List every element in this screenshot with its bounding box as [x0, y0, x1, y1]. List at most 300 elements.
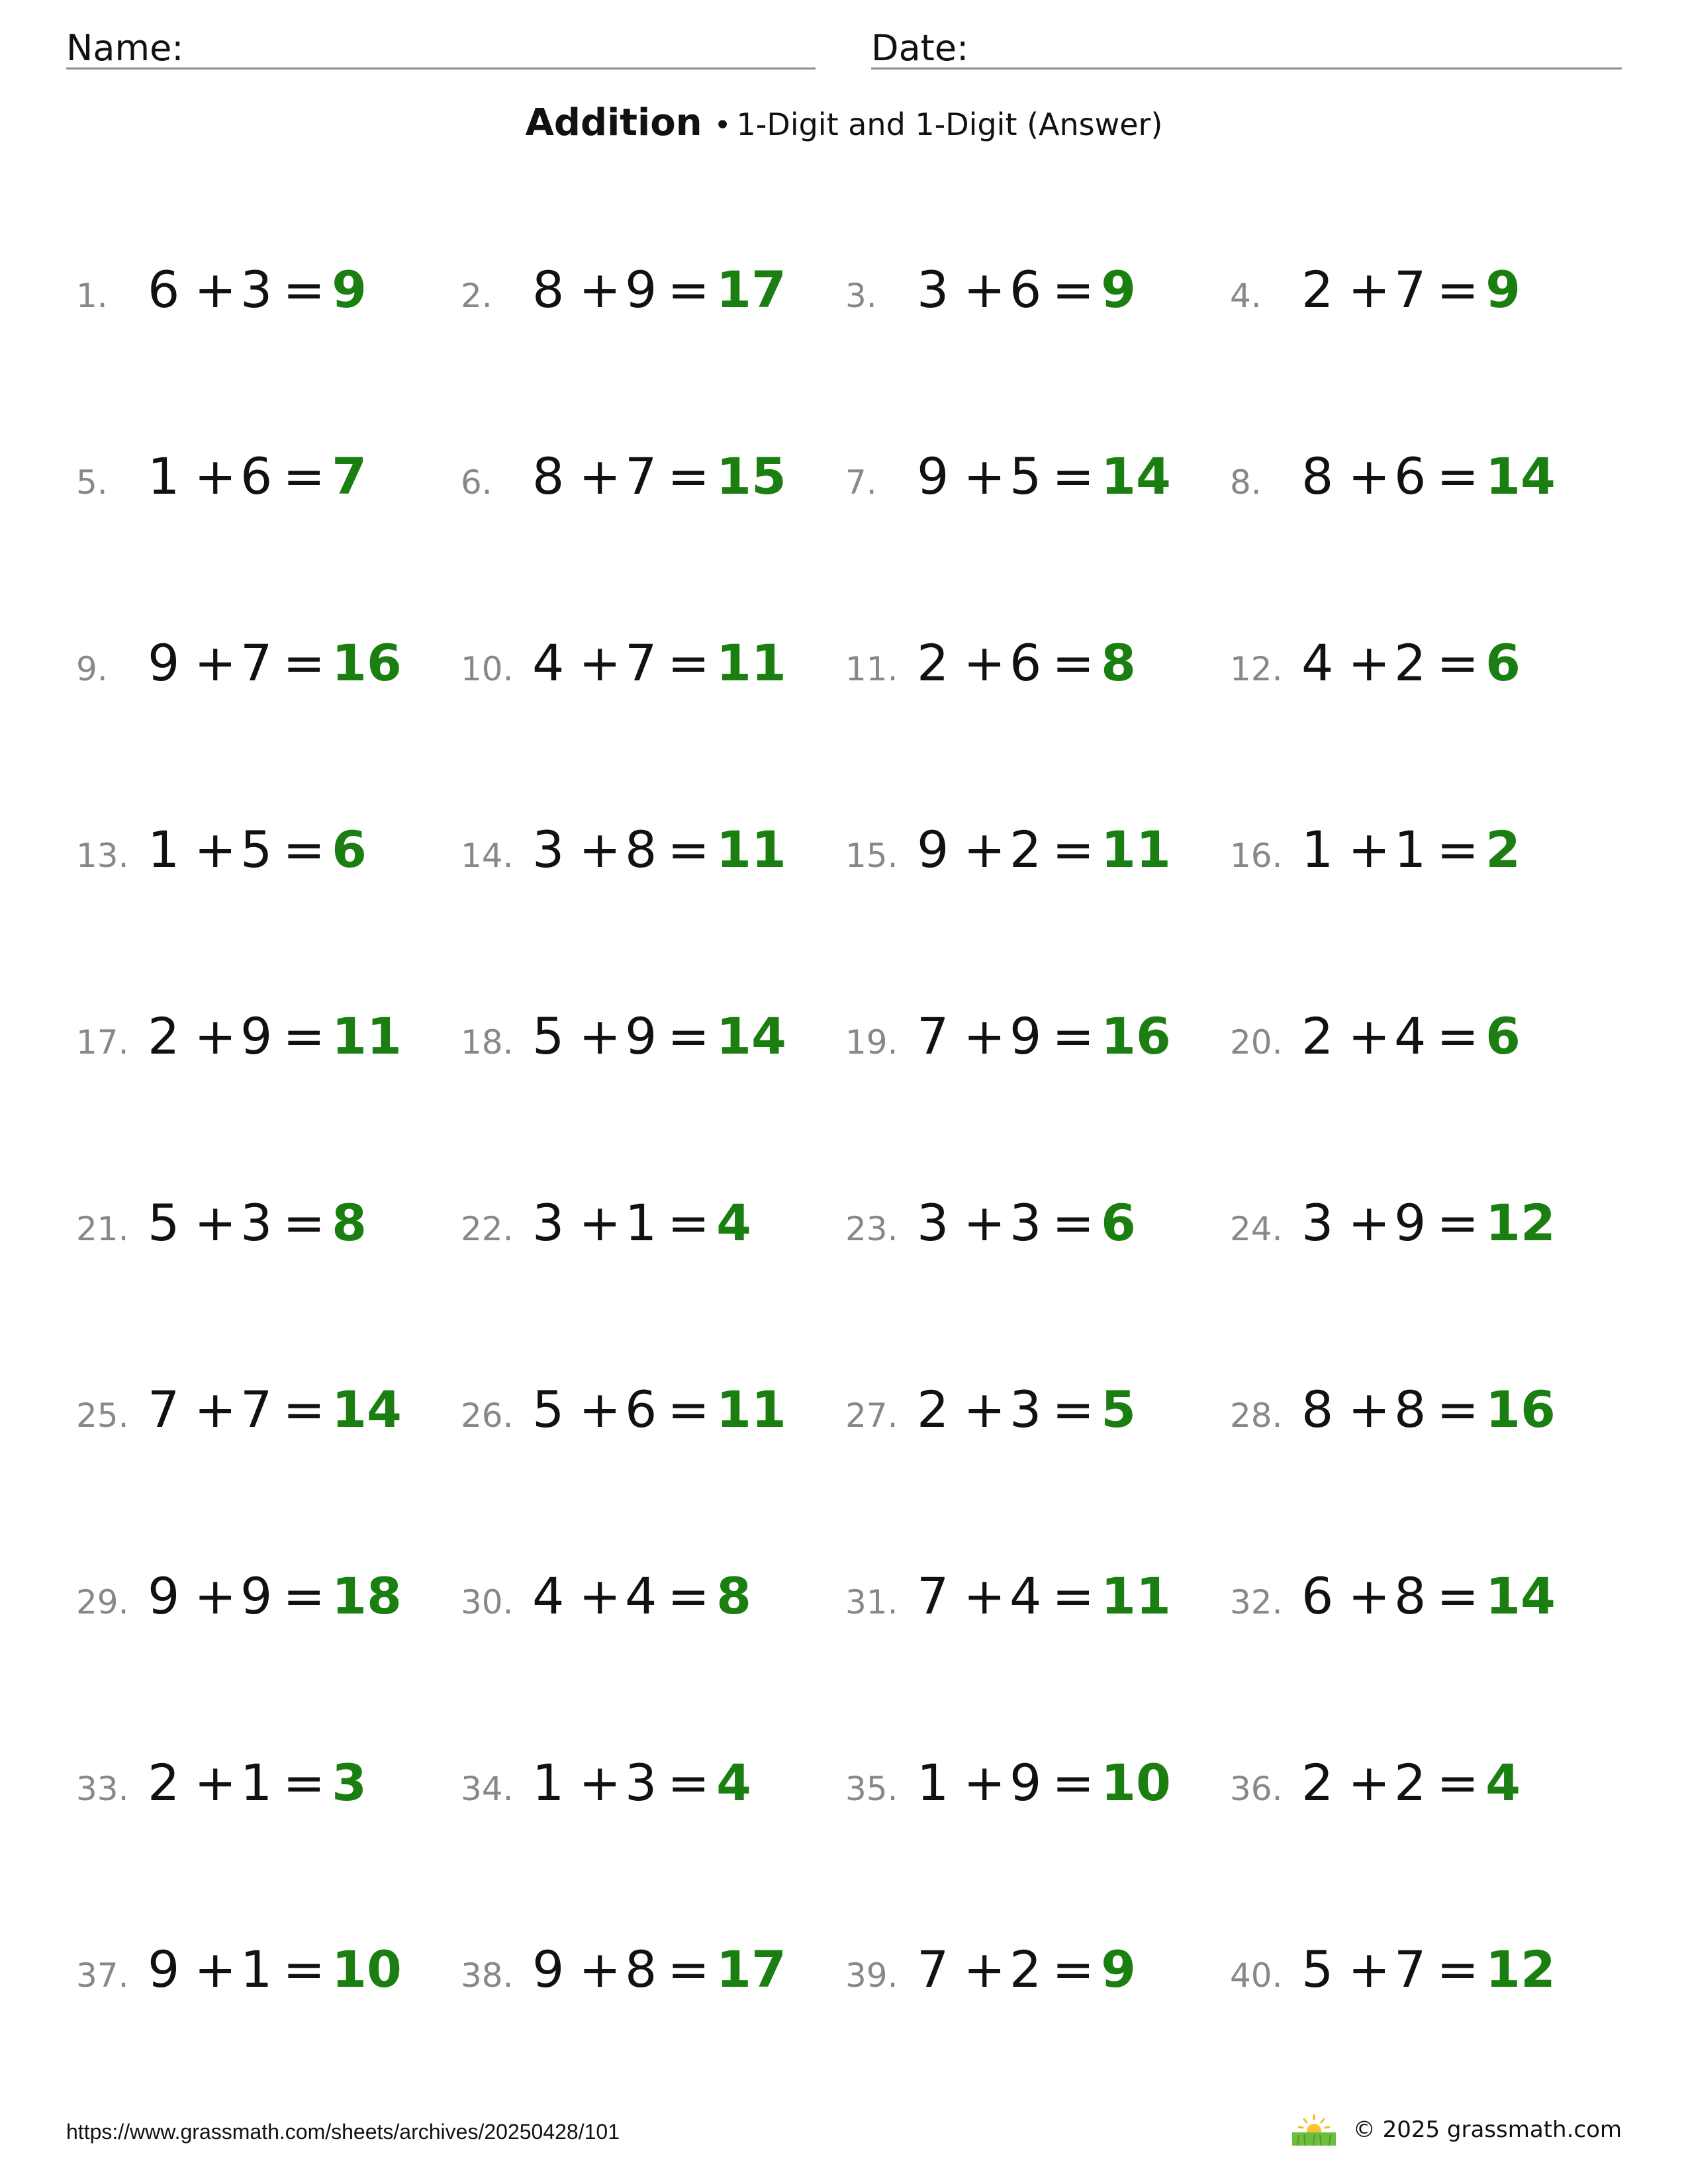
answer: 18: [332, 1567, 402, 1625]
equals-sign: =: [667, 1193, 710, 1252]
problem-equation: [148, 260, 367, 319]
equals-sign: =: [667, 1753, 710, 1812]
equals-sign: =: [1436, 820, 1479, 879]
operand-a: 1: [1301, 820, 1334, 879]
operand-a: 9: [148, 1567, 180, 1625]
problem-item: [845, 1567, 1216, 1637]
problem-equation: [917, 1193, 1136, 1252]
problem-number: 12.: [1230, 650, 1283, 688]
answer: 6: [332, 820, 367, 879]
problem-equation: [532, 820, 786, 879]
worksheet-title: [0, 101, 1688, 144]
equals-sign: =: [667, 447, 710, 506]
operand-b: 4: [1394, 1007, 1427, 1066]
operand-a: 2: [148, 1007, 180, 1066]
problem-item: [845, 1193, 1216, 1264]
operand-b: 9: [1009, 1753, 1042, 1812]
problem-number: 6.: [461, 463, 492, 502]
problem-item: [845, 1007, 1216, 1077]
plus-sign: +: [963, 1193, 1006, 1252]
problem-equation: [148, 1567, 402, 1625]
equals-sign: =: [1052, 633, 1095, 692]
operand-b: 9: [625, 1007, 657, 1066]
operand-a: 3: [917, 1193, 949, 1252]
problem-item: [76, 260, 447, 331]
operand-a: 5: [148, 1193, 180, 1252]
operand-a: 6: [148, 260, 180, 319]
problem-number: 39.: [845, 1956, 898, 1995]
answer: 4: [1485, 1753, 1521, 1812]
problem-item: [845, 260, 1216, 331]
problem-equation: [532, 1940, 786, 1999]
equals-sign: =: [1436, 1753, 1479, 1812]
equals-sign: =: [667, 260, 710, 319]
operand-a: 9: [148, 633, 180, 692]
operand-a: 5: [532, 1007, 565, 1066]
operand-b: 7: [625, 633, 657, 692]
problem-number: 16.: [1230, 837, 1283, 875]
operand-b: 6: [1009, 260, 1042, 319]
plus-sign: +: [1348, 447, 1391, 506]
problem-number: 11.: [845, 650, 898, 688]
operand-b: 7: [240, 1380, 273, 1439]
operand-b: 6: [1394, 447, 1427, 506]
problem-item: [1230, 633, 1601, 704]
operand-b: 8: [625, 820, 657, 879]
answer: 11: [332, 1007, 402, 1066]
problem-number: 23.: [845, 1210, 898, 1248]
problem-item: [461, 447, 831, 518]
answer: 11: [716, 820, 786, 879]
plus-sign: +: [1348, 1940, 1391, 1999]
operand-a: 7: [148, 1380, 180, 1439]
operand-a: 9: [148, 1940, 180, 1999]
answer: 5: [1101, 1380, 1136, 1439]
equals-sign: =: [283, 1940, 326, 1999]
equals-sign: =: [1436, 1193, 1479, 1252]
problem-equation: [917, 1380, 1136, 1439]
operand-b: 9: [625, 260, 657, 319]
equals-sign: =: [1436, 260, 1479, 319]
answer: 7: [332, 447, 367, 506]
problem-number: 14.: [461, 837, 514, 875]
operand-b: 2: [1394, 633, 1427, 692]
equals-sign: =: [667, 633, 710, 692]
equals-sign: =: [283, 633, 326, 692]
answer: 8: [1101, 633, 1136, 692]
problem-equation: [1301, 1940, 1556, 1999]
problem-item: [76, 633, 447, 704]
problem-number: 20.: [1230, 1023, 1283, 1062]
problem-equation: [1301, 260, 1521, 319]
answer: 8: [716, 1567, 751, 1625]
answer: 4: [716, 1193, 751, 1252]
problem-item: [1230, 1007, 1601, 1077]
plus-sign: +: [579, 820, 622, 879]
problem-number: 31.: [845, 1583, 898, 1621]
answer: 12: [1485, 1193, 1556, 1252]
operand-b: 9: [1009, 1007, 1042, 1066]
operand-a: 9: [532, 1940, 565, 1999]
problem-item: [1230, 820, 1601, 891]
operand-a: 2: [917, 1380, 949, 1439]
name-field[interactable]: [66, 25, 816, 69]
answer: 6: [1101, 1193, 1136, 1252]
problem-equation: [148, 447, 367, 506]
equals-sign: =: [283, 447, 326, 506]
equals-sign: =: [283, 260, 326, 319]
problem-equation: [532, 1380, 786, 1439]
problem-item: [76, 1380, 447, 1451]
problem-number: 35.: [845, 1770, 898, 1808]
answer: 11: [716, 1380, 786, 1439]
equals-sign: =: [1436, 1380, 1479, 1439]
answer: 16: [1485, 1380, 1556, 1439]
problem-number: 17.: [76, 1023, 129, 1062]
operand-b: 7: [625, 447, 657, 506]
problem-equation: [532, 1007, 786, 1066]
problem-item: [845, 1380, 1216, 1451]
problem-equation: [917, 1007, 1171, 1066]
problem-equation: [917, 1567, 1171, 1625]
operand-b: 1: [1394, 820, 1427, 879]
answer: 6: [1485, 1007, 1521, 1066]
answer: 6: [1485, 633, 1521, 692]
operand-a: 3: [532, 1193, 565, 1252]
plus-sign: +: [1348, 1193, 1391, 1252]
problem-item: [845, 1753, 1216, 1824]
answer: 17: [716, 1940, 786, 1999]
problem-equation: [1301, 1753, 1521, 1812]
problem-equation: [917, 633, 1136, 692]
problem-item: [1230, 1380, 1601, 1451]
problem-item: [1230, 1567, 1601, 1637]
operand-a: 2: [917, 633, 949, 692]
operand-a: 9: [917, 447, 949, 506]
problem-number: 26.: [461, 1396, 514, 1435]
footer-copyright: © 2025 grassmath.com: [1352, 2116, 1622, 2143]
operand-b: 2: [1394, 1753, 1427, 1812]
equals-sign: =: [1052, 1380, 1095, 1439]
footer-right: [1291, 2111, 1622, 2148]
problem-number: 24.: [1230, 1210, 1283, 1248]
operand-a: 7: [917, 1567, 949, 1625]
answer: 2: [1485, 820, 1521, 879]
answer: 9: [332, 260, 367, 319]
operand-b: 7: [240, 633, 273, 692]
operand-b: 7: [1394, 1940, 1427, 1999]
problem-equation: [532, 633, 786, 692]
plus-sign: +: [579, 1753, 622, 1812]
problem-equation: [1301, 1380, 1556, 1439]
answer: 4: [716, 1753, 751, 1812]
operand-a: 1: [148, 820, 180, 879]
problem-equation: [917, 1753, 1171, 1812]
operand-b: 1: [240, 1753, 273, 1812]
problem-number: 15.: [845, 837, 898, 875]
problem-equation: [917, 1940, 1136, 1999]
problem-item: [1230, 1753, 1601, 1824]
problem-equation: [917, 447, 1171, 506]
problem-number: 33.: [76, 1770, 129, 1808]
problem-number: 40.: [1230, 1956, 1283, 1995]
problem-equation: [917, 820, 1171, 879]
operand-b: 8: [1394, 1380, 1427, 1439]
equals-sign: =: [1052, 1940, 1095, 1999]
equals-sign: =: [283, 1193, 326, 1252]
problem-item: [76, 447, 447, 518]
problem-equation: [148, 820, 367, 879]
equals-sign: =: [1052, 820, 1095, 879]
problem-item: [76, 1007, 447, 1077]
plus-sign: +: [963, 1940, 1006, 1999]
equals-sign: =: [1052, 447, 1095, 506]
plus-sign: +: [1348, 1380, 1391, 1439]
grass-sun-logo-icon: [1291, 2113, 1337, 2147]
operand-b: 5: [240, 820, 273, 879]
operand-a: 5: [532, 1380, 565, 1439]
problem-item: [1230, 447, 1601, 518]
operand-b: 8: [1394, 1567, 1427, 1625]
operand-a: 1: [917, 1753, 949, 1812]
operand-a: 7: [917, 1007, 949, 1066]
problem-item: [461, 1940, 831, 2011]
answer: 9: [1485, 260, 1521, 319]
plus-sign: +: [579, 1193, 622, 1252]
problem-equation: [148, 1007, 402, 1066]
problem-item: [461, 1007, 831, 1077]
operand-a: 2: [1301, 1007, 1334, 1066]
operand-b: 6: [240, 447, 273, 506]
operand-a: 6: [1301, 1567, 1334, 1625]
problem-number: 10.: [461, 650, 514, 688]
operand-b: 4: [625, 1567, 657, 1625]
operand-a: 4: [1301, 633, 1334, 692]
problem-number: 34.: [461, 1770, 514, 1808]
answer: 11: [716, 633, 786, 692]
plus-sign: +: [1348, 1753, 1391, 1812]
answer: 10: [1101, 1753, 1171, 1812]
problem-item: [1230, 1940, 1601, 2011]
problem-number: 9.: [76, 650, 108, 688]
problem-item: [76, 820, 447, 891]
operand-a: 4: [532, 1567, 565, 1625]
operand-a: 4: [532, 633, 565, 692]
problem-item: [845, 820, 1216, 891]
date-field[interactable]: [871, 25, 1622, 69]
answer: 9: [1101, 260, 1136, 319]
plus-sign: +: [963, 260, 1006, 319]
plus-sign: +: [963, 1753, 1006, 1812]
title-subtitle: 1-Digit and 1-Digit (Answer): [736, 107, 1163, 142]
problem-equation: [1301, 1567, 1556, 1625]
operand-b: 9: [240, 1007, 273, 1066]
operand-b: 1: [625, 1193, 657, 1252]
plus-sign: +: [194, 820, 237, 879]
title-main: Addition: [525, 101, 702, 144]
plus-sign: +: [963, 633, 1006, 692]
operand-b: 3: [1009, 1380, 1042, 1439]
problem-number: 21.: [76, 1210, 129, 1248]
problem-number: 37.: [76, 1956, 129, 1995]
problem-number: 3.: [845, 277, 877, 315]
problem-equation: [1301, 1193, 1556, 1252]
plus-sign: +: [194, 633, 237, 692]
problem-number: 19.: [845, 1023, 898, 1062]
plus-sign: +: [194, 1380, 237, 1439]
plus-sign: +: [194, 1940, 237, 1999]
problem-item: [461, 820, 831, 891]
problem-equation: [1301, 633, 1521, 692]
equals-sign: =: [283, 1380, 326, 1439]
plus-sign: +: [1348, 1007, 1391, 1066]
equals-sign: =: [667, 1007, 710, 1066]
problem-number: 25.: [76, 1396, 129, 1435]
plus-sign: +: [579, 1567, 622, 1625]
problem-equation: [1301, 820, 1521, 879]
answer: 9: [1101, 1940, 1136, 1999]
problem-item: [461, 260, 831, 331]
operand-a: 8: [1301, 1380, 1334, 1439]
problem-equation: [532, 1193, 751, 1252]
operand-a: 3: [532, 820, 565, 879]
operand-b: 3: [1009, 1193, 1042, 1252]
operand-a: 2: [148, 1753, 180, 1812]
problem-number: 5.: [76, 463, 108, 502]
equals-sign: =: [1052, 1007, 1095, 1066]
answer: 14: [332, 1380, 402, 1439]
equals-sign: =: [283, 820, 326, 879]
problem-item: [76, 1753, 447, 1824]
answer: 10: [332, 1940, 402, 1999]
equals-sign: =: [1436, 1567, 1479, 1625]
equals-sign: =: [667, 1940, 710, 1999]
problem-item: [845, 447, 1216, 518]
title-separator: •: [714, 109, 731, 142]
plus-sign: +: [1348, 260, 1391, 319]
problem-item: [461, 1753, 831, 1824]
plus-sign: +: [1348, 633, 1391, 692]
problem-equation: [148, 1380, 402, 1439]
answer: 11: [1101, 1567, 1171, 1625]
operand-a: 9: [917, 820, 949, 879]
problem-number: 13.: [76, 837, 129, 875]
operand-a: 2: [1301, 260, 1334, 319]
problem-item: [1230, 1193, 1601, 1264]
problem-item: [461, 633, 831, 704]
problem-equation: [532, 1567, 751, 1625]
equals-sign: =: [283, 1007, 326, 1066]
plus-sign: +: [579, 633, 622, 692]
equals-sign: =: [283, 1567, 326, 1625]
answer: 11: [1101, 820, 1171, 879]
equals-sign: =: [667, 1567, 710, 1625]
plus-sign: +: [579, 1940, 622, 1999]
name-label: Name:: [66, 27, 184, 69]
equals-sign: =: [1052, 1567, 1095, 1625]
operand-b: 8: [625, 1940, 657, 1999]
operand-b: 3: [240, 260, 273, 319]
problem-item: [461, 1193, 831, 1264]
equals-sign: =: [1052, 1193, 1095, 1252]
equals-sign: =: [667, 1380, 710, 1439]
answer: 14: [1485, 447, 1556, 506]
operand-b: 4: [1009, 1567, 1042, 1625]
problem-number: 29.: [76, 1583, 129, 1621]
plus-sign: +: [1348, 1567, 1391, 1625]
problem-equation: [532, 260, 786, 319]
problem-equation: [1301, 447, 1556, 506]
problem-item: [76, 1193, 447, 1264]
answer: 3: [332, 1753, 367, 1812]
plus-sign: +: [579, 1007, 622, 1066]
problem-equation: [148, 1940, 402, 1999]
operand-b: 6: [1009, 633, 1042, 692]
problem-item: [1230, 260, 1601, 331]
problem-number: 27.: [845, 1396, 898, 1435]
operand-a: 8: [1301, 447, 1334, 506]
answer: 15: [716, 447, 786, 506]
operand-a: 3: [917, 260, 949, 319]
problem-equation: [148, 1753, 367, 1812]
plus-sign: +: [194, 1567, 237, 1625]
plus-sign: +: [579, 260, 622, 319]
plus-sign: +: [194, 1753, 237, 1812]
problem-number: 18.: [461, 1023, 514, 1062]
problem-number: 8.: [1230, 463, 1262, 502]
problem-number: 28.: [1230, 1396, 1283, 1435]
operand-a: 8: [532, 447, 565, 506]
problem-equation: [148, 633, 402, 692]
problem-number: 38.: [461, 1956, 514, 1995]
problem-item: [461, 1380, 831, 1451]
operand-b: 3: [240, 1193, 273, 1252]
plus-sign: +: [579, 1380, 622, 1439]
date-label: Date:: [871, 27, 969, 69]
operand-a: 5: [1301, 1940, 1334, 1999]
equals-sign: =: [1436, 633, 1479, 692]
plus-sign: +: [963, 1567, 1006, 1625]
plus-sign: +: [963, 820, 1006, 879]
plus-sign: +: [963, 1007, 1006, 1066]
plus-sign: +: [194, 260, 237, 319]
operand-a: 3: [1301, 1193, 1334, 1252]
problem-number: 7.: [845, 463, 877, 502]
footer-url: https://www.grassmath.com/sheets/archives/20250428/101: [66, 2120, 620, 2144]
answer: 8: [332, 1193, 367, 1252]
problem-number: 2.: [461, 277, 492, 315]
operand-b: 5: [1009, 447, 1042, 506]
plus-sign: +: [963, 1380, 1006, 1439]
answer: 14: [1485, 1567, 1556, 1625]
operand-a: 2: [1301, 1753, 1334, 1812]
plus-sign: +: [194, 1007, 237, 1066]
operand-b: 9: [240, 1567, 273, 1625]
answer: 16: [332, 633, 402, 692]
plus-sign: +: [194, 447, 237, 506]
problem-equation: [148, 1193, 367, 1252]
equals-sign: =: [1052, 1753, 1095, 1812]
problem-equation: [1301, 1007, 1521, 1066]
operand-b: 7: [1394, 260, 1427, 319]
equals-sign: =: [1436, 1007, 1479, 1066]
problem-item: [845, 1940, 1216, 2011]
operand-b: 6: [625, 1380, 657, 1439]
problem-item: [76, 1940, 447, 2011]
operand-b: 3: [625, 1753, 657, 1812]
problem-item: [845, 633, 1216, 704]
problem-equation: [532, 1753, 751, 1812]
